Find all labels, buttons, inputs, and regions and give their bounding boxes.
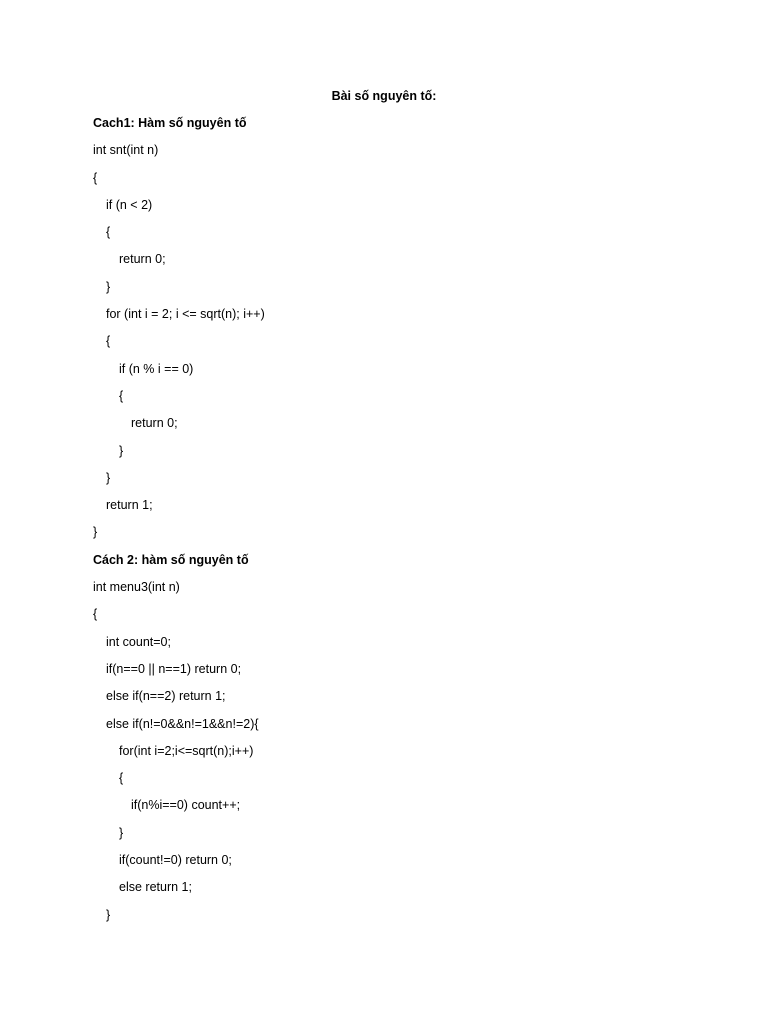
code-line: if(n%i==0) count++; <box>131 798 241 813</box>
code-line: return 1; <box>106 498 153 513</box>
code-line: int menu3(int n) <box>93 580 180 595</box>
document-body <box>93 114 733 933</box>
code-line: else if(n!=0&&n!=1&&n!=2){ <box>106 716 259 731</box>
code-line: { <box>106 334 111 349</box>
code-line: } <box>106 470 111 485</box>
code-line: { <box>119 771 124 786</box>
code-line: return 0; <box>131 416 178 431</box>
code-line: int snt(int n) <box>93 143 159 158</box>
code-line: { <box>119 388 124 403</box>
section-heading: Cách 2: hàm số nguyên tố <box>93 552 249 567</box>
code-line: } <box>106 907 111 922</box>
document-title: Bài số nguyên tố: <box>331 89 437 103</box>
code-line: if (n < 2) <box>106 197 153 212</box>
code-line: } <box>106 279 111 294</box>
code-line: { <box>93 170 98 185</box>
code-line: else return 1; <box>119 880 192 895</box>
section-heading: Cach1: Hàm số nguyên tố <box>93 116 247 130</box>
code-line: } <box>93 525 98 540</box>
code-line: for(int i=2;i<=sqrt(n);i++) <box>119 743 254 758</box>
code-line: { <box>106 225 111 240</box>
code-line: int count=0; <box>106 634 171 649</box>
code-line: else if(n==2) return 1; <box>106 689 226 704</box>
code-line: if(n==0 || n==1) return 0; <box>106 661 242 676</box>
code-line: if(count!=0) return 0; <box>119 853 232 868</box>
code-line: } <box>119 443 124 458</box>
code-line: } <box>119 825 124 840</box>
code-line: { <box>93 607 98 622</box>
code-line: return 0; <box>119 252 166 267</box>
code-line: for (int i = 2; i <= sqrt(n); i++) <box>106 307 265 322</box>
code-line: if (n % i == 0) <box>119 361 194 376</box>
